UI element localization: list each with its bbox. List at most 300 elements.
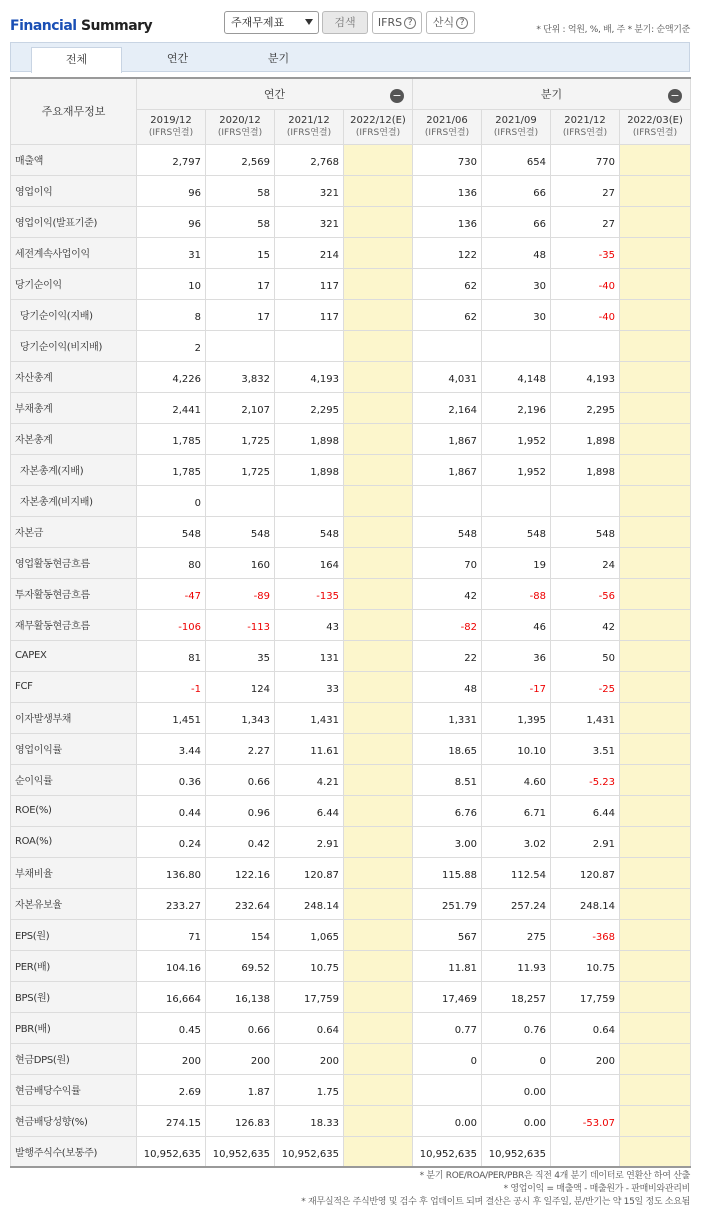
table-cell	[344, 1105, 413, 1136]
period-header	[413, 109, 482, 144]
table-cell: 112.54	[482, 857, 551, 888]
table-cell: 18.33	[275, 1105, 344, 1136]
table-cell: -1	[137, 671, 206, 702]
table-cell: 58	[206, 175, 275, 206]
row-label: 부채총계	[11, 392, 137, 423]
unit-note: * 단위 : 억원, %, 배, 주 * 분기: 순액기준	[536, 25, 690, 35]
table-cell: 770	[551, 144, 620, 175]
table-cell: -40	[551, 268, 620, 299]
table-row	[11, 578, 691, 609]
table-cell: 654	[482, 144, 551, 175]
table-cell: 2,441	[137, 392, 206, 423]
table-cell: 232.64	[206, 888, 275, 919]
table-cell: 3,832	[206, 361, 275, 392]
table-cell: 24	[551, 547, 620, 578]
table-cell: 1,725	[206, 423, 275, 454]
period-label: 2022/12(E)	[350, 114, 406, 126]
period-header	[551, 109, 620, 144]
table-cell: 126.83	[206, 1105, 275, 1136]
table-cell: 248.14	[551, 888, 620, 919]
table-cell: 27	[551, 206, 620, 237]
table-cell	[620, 237, 691, 268]
table-cell: 321	[275, 206, 344, 237]
table-cell: 10,952,635	[482, 1136, 551, 1167]
table-cell: 2,295	[275, 392, 344, 423]
table-cell: 1,898	[275, 423, 344, 454]
table-cell: 548	[206, 516, 275, 547]
title-part2: Summary	[80, 18, 153, 34]
minus-circle-icon[interactable]: −	[668, 89, 682, 103]
row-label: 부채비율	[11, 857, 137, 888]
table-cell: 1,065	[275, 919, 344, 950]
table-cell: 66	[482, 206, 551, 237]
footnote: * 분기 ROE/ROA/PER/PBR은 직전 4개 분기 데이터로 연환산 하여 산출	[419, 1171, 690, 1181]
table-cell	[344, 237, 413, 268]
table-cell: 6.44	[275, 795, 344, 826]
table-cell: 18.65	[413, 733, 482, 764]
table-cell: 275	[482, 919, 551, 950]
table-row	[11, 330, 691, 361]
table-cell	[344, 795, 413, 826]
table-cell: 124	[206, 671, 275, 702]
table-row	[11, 950, 691, 981]
period-basis: (IFRS연결)	[355, 127, 401, 138]
footnote: * 영업이익 = 매출액 - 매출원가 - 판매비와관리비	[503, 1184, 690, 1194]
table-cell	[620, 795, 691, 826]
table-cell: 10.10	[482, 733, 551, 764]
table-cell	[620, 268, 691, 299]
table-cell: 2.69	[137, 1074, 206, 1105]
table-row	[11, 361, 691, 392]
table-cell: 4.21	[275, 764, 344, 795]
table-cell: 548	[551, 516, 620, 547]
table-cell: 1,331	[413, 702, 482, 733]
table-cell: 1,451	[137, 702, 206, 733]
table-cell	[482, 485, 551, 516]
table-row	[11, 423, 691, 454]
row-label: 현금배당수익률	[11, 1074, 137, 1105]
page-title	[10, 18, 152, 34]
table-cell: 11.61	[275, 733, 344, 764]
table-cell: 58	[206, 206, 275, 237]
table-cell: 4,193	[275, 361, 344, 392]
table-cell	[620, 857, 691, 888]
table-cell	[620, 919, 691, 950]
table-cell	[344, 485, 413, 516]
table-cell: 548	[413, 516, 482, 547]
table-cell: 1,785	[137, 423, 206, 454]
table-row	[11, 671, 691, 702]
table-cell: 6.76	[413, 795, 482, 826]
table-cell: 200	[275, 1043, 344, 1074]
table-cell: 122	[413, 237, 482, 268]
table-cell: 117	[275, 268, 344, 299]
table-cell: 730	[413, 144, 482, 175]
table-row	[11, 702, 691, 733]
period-header	[482, 109, 551, 144]
table-cell: 136	[413, 206, 482, 237]
table-cell	[344, 857, 413, 888]
table-cell	[344, 764, 413, 795]
table-cell: 104.16	[137, 950, 206, 981]
period-tabs	[10, 42, 690, 72]
row-label: 자본총계(지배)	[11, 454, 137, 485]
table-cell: -35	[551, 237, 620, 268]
table-cell: 200	[206, 1043, 275, 1074]
table-cell: 69.52	[206, 950, 275, 981]
period-basis: (IFRS연결)	[148, 127, 194, 138]
table-cell	[620, 981, 691, 1012]
table-cell: 30	[482, 299, 551, 330]
table-cell: 10.75	[275, 950, 344, 981]
table-cell: 96	[137, 175, 206, 206]
row-label: 자본총계	[11, 423, 137, 454]
table-cell: 1,898	[275, 454, 344, 485]
table-cell: -53.07	[551, 1105, 620, 1136]
table-cell: 3.00	[413, 826, 482, 857]
table-cell	[344, 144, 413, 175]
table-cell	[344, 268, 413, 299]
table-cell: 0	[137, 485, 206, 516]
row-label: ROE(%)	[11, 795, 137, 826]
table-cell: 0.00	[413, 1105, 482, 1136]
table-cell: 0.44	[137, 795, 206, 826]
table-cell: 2,569	[206, 144, 275, 175]
period-header	[620, 109, 691, 144]
table-cell: -113	[206, 609, 275, 640]
table-cell: 0.66	[206, 764, 275, 795]
table-row	[11, 1043, 691, 1074]
period-label: 2021/06	[426, 114, 468, 126]
table-cell: 120.87	[551, 857, 620, 888]
chevron-down-icon	[305, 19, 313, 25]
table-cell	[620, 454, 691, 485]
table-cell: -82	[413, 609, 482, 640]
table-cell	[620, 206, 691, 237]
table-cell	[620, 485, 691, 516]
table-cell	[275, 485, 344, 516]
table-cell: 10.75	[551, 950, 620, 981]
table-row	[11, 1074, 691, 1105]
table-cell	[620, 764, 691, 795]
row-label: 순이익률	[11, 764, 137, 795]
table-cell	[620, 423, 691, 454]
table-cell: 548	[275, 516, 344, 547]
table-cell: 0.42	[206, 826, 275, 857]
table-cell: 1,952	[482, 454, 551, 485]
quarterly-group-label: 분기	[540, 87, 563, 101]
table-cell: 11.93	[482, 950, 551, 981]
table-cell: 0.36	[137, 764, 206, 795]
table-row	[11, 733, 691, 764]
table-cell: -135	[275, 578, 344, 609]
table-cell: 1,725	[206, 454, 275, 485]
row-label: PER(배)	[11, 950, 137, 981]
table-cell	[344, 1074, 413, 1105]
row-label: 이자발생부채	[11, 702, 137, 733]
table-cell: 1,867	[413, 454, 482, 485]
table-cell: 257.24	[482, 888, 551, 919]
table-cell: 70	[413, 547, 482, 578]
table-cell: -40	[551, 299, 620, 330]
table-cell: 17,759	[551, 981, 620, 1012]
table-cell: 8.51	[413, 764, 482, 795]
period-basis: (IFRS연결)	[632, 127, 678, 138]
table-cell: 1,952	[482, 423, 551, 454]
table-row	[11, 206, 691, 237]
table-cell	[620, 702, 691, 733]
table-cell: 2,768	[275, 144, 344, 175]
period-basis: (IFRS연결)	[562, 127, 608, 138]
table-cell: 8	[137, 299, 206, 330]
table-cell	[344, 516, 413, 547]
table-cell	[206, 485, 275, 516]
period-header	[344, 109, 413, 144]
table-cell: 3.51	[551, 733, 620, 764]
period-header	[137, 109, 206, 144]
table-cell: 0.96	[206, 795, 275, 826]
table-cell: 17	[206, 268, 275, 299]
table-cell: 46	[482, 609, 551, 640]
table-cell	[344, 206, 413, 237]
table-cell: 136.80	[137, 857, 206, 888]
table-cell	[620, 361, 691, 392]
table-cell: 0.64	[275, 1012, 344, 1043]
table-row	[11, 392, 691, 423]
table-cell: 0.45	[137, 1012, 206, 1043]
table-cell: 31	[137, 237, 206, 268]
row-label: 재무활동현금흐름	[11, 609, 137, 640]
table-cell	[620, 516, 691, 547]
table-cell: 66	[482, 175, 551, 206]
table-cell	[620, 609, 691, 640]
row-label: 현금배당성향(%)	[11, 1105, 137, 1136]
table-cell: 1,431	[551, 702, 620, 733]
financial-summary-table	[10, 77, 691, 1168]
table-cell: 1,431	[275, 702, 344, 733]
table-row	[11, 1136, 691, 1167]
table-cell: 233.27	[137, 888, 206, 919]
table-cell: 200	[551, 1043, 620, 1074]
table-row	[11, 268, 691, 299]
table-cell: 3.02	[482, 826, 551, 857]
table-cell: 1.75	[275, 1074, 344, 1105]
table-cell	[551, 1074, 620, 1105]
row-label: 당기순이익(비지배)	[11, 330, 137, 361]
table-cell: 2.91	[551, 826, 620, 857]
table-cell: 16,664	[137, 981, 206, 1012]
table-cell: 10,952,635	[137, 1136, 206, 1167]
statement-type-value: 주재무제표	[231, 16, 285, 29]
table-cell: -47	[137, 578, 206, 609]
table-cell: 35	[206, 640, 275, 671]
table-cell: -88	[482, 578, 551, 609]
table-cell: 0.00	[482, 1074, 551, 1105]
table-cell: 4,031	[413, 361, 482, 392]
table-cell	[344, 330, 413, 361]
table-cell: 0.77	[413, 1012, 482, 1043]
tab-annual[interactable]: 연간	[166, 52, 189, 65]
row-label: 자본유보율	[11, 888, 137, 919]
table-cell: 2,107	[206, 392, 275, 423]
row-label: EPS(원)	[11, 919, 137, 950]
table-row	[11, 795, 691, 826]
table-cell: 1,867	[413, 423, 482, 454]
table-cell	[620, 1043, 691, 1074]
table-cell: 22	[413, 640, 482, 671]
row-label: BPS(원)	[11, 981, 137, 1012]
table-cell	[344, 547, 413, 578]
table-cell: 1,898	[551, 454, 620, 485]
table-cell: 48	[413, 671, 482, 702]
table-cell	[620, 144, 691, 175]
table-cell	[344, 361, 413, 392]
table-row	[11, 175, 691, 206]
table-row	[11, 981, 691, 1012]
table-cell: 33	[275, 671, 344, 702]
table-row	[11, 1105, 691, 1136]
table-cell	[413, 330, 482, 361]
row-label: 매출액	[11, 144, 137, 175]
table-cell	[620, 175, 691, 206]
statement-type-select[interactable]	[224, 11, 319, 34]
row-label: 투자활동현금흐름	[11, 578, 137, 609]
row-label: 당기순이익(지배)	[11, 299, 137, 330]
table-row	[11, 826, 691, 857]
table-cell: 6.44	[551, 795, 620, 826]
table-cell: 18,257	[482, 981, 551, 1012]
table-cell: 154	[206, 919, 275, 950]
table-cell: 27	[551, 175, 620, 206]
table-cell: 548	[137, 516, 206, 547]
table-cell: 10	[137, 268, 206, 299]
table-cell: 17	[206, 299, 275, 330]
table-cell	[620, 640, 691, 671]
title-part1: Financial	[10, 18, 77, 34]
table-cell	[344, 733, 413, 764]
table-cell	[620, 1105, 691, 1136]
table-cell: 4,193	[551, 361, 620, 392]
row-label: FCF	[11, 671, 137, 702]
table-cell	[344, 950, 413, 981]
table-cell: 17,759	[275, 981, 344, 1012]
table-cell: -106	[137, 609, 206, 640]
formula-label: 산식	[432, 16, 455, 29]
table-cell: 96	[137, 206, 206, 237]
table-cell	[344, 671, 413, 702]
table-row	[11, 888, 691, 919]
table-cell	[344, 392, 413, 423]
table-row	[11, 516, 691, 547]
row-label: 당기순이익	[11, 268, 137, 299]
table-row	[11, 237, 691, 268]
table-cell: 1,343	[206, 702, 275, 733]
row-label: 자산총계	[11, 361, 137, 392]
table-cell: 16,138	[206, 981, 275, 1012]
corner-header: 주요재무정보	[11, 78, 137, 144]
formula-help-button[interactable]	[426, 11, 475, 34]
table-cell	[620, 547, 691, 578]
period-label: 2019/12	[150, 114, 192, 126]
table-cell	[344, 1043, 413, 1074]
period-header	[206, 109, 275, 144]
table-cell: 2.27	[206, 733, 275, 764]
table-cell: 42	[413, 578, 482, 609]
row-label: 영업이익률	[11, 733, 137, 764]
table-cell	[344, 981, 413, 1012]
period-basis: (IFRS연결)	[217, 127, 263, 138]
table-cell	[620, 330, 691, 361]
search-button[interactable]: 검색	[322, 11, 368, 34]
period-label: 2021/09	[495, 114, 537, 126]
table-cell	[344, 1012, 413, 1043]
period-label: 2021/12	[288, 114, 330, 126]
table-cell: 48	[482, 237, 551, 268]
table-cell	[344, 702, 413, 733]
table-cell: 115.88	[413, 857, 482, 888]
period-basis: (IFRS연결)	[493, 127, 539, 138]
table-cell: 1,395	[482, 702, 551, 733]
table-cell	[551, 485, 620, 516]
row-label: 자본금	[11, 516, 137, 547]
quarterly-group-header	[413, 78, 691, 109]
annual-group-label: 연간	[263, 87, 286, 101]
table-row	[11, 485, 691, 516]
table-cell	[344, 826, 413, 857]
table-cell	[344, 454, 413, 485]
period-label: 2022/03(E)	[627, 114, 683, 126]
table-cell: 274.15	[137, 1105, 206, 1136]
table-cell	[620, 671, 691, 702]
table-cell: -56	[551, 578, 620, 609]
minus-circle-icon[interactable]: −	[390, 89, 404, 103]
row-label: 발행주식수(보통주)	[11, 1136, 137, 1167]
table-cell: 136	[413, 175, 482, 206]
table-cell: -89	[206, 578, 275, 609]
ifrs-help-button[interactable]	[372, 11, 422, 34]
table-row	[11, 640, 691, 671]
table-cell: 43	[275, 609, 344, 640]
header-bar	[0, 0, 710, 42]
table-cell: 0.24	[137, 826, 206, 857]
table-cell	[344, 578, 413, 609]
table-cell	[206, 330, 275, 361]
row-label: 자본총계(비지배)	[11, 485, 137, 516]
table-cell: 30	[482, 268, 551, 299]
period-basis: (IFRS연결)	[286, 127, 332, 138]
table-cell: 248.14	[275, 888, 344, 919]
row-label: 영업이익(발표기준)	[11, 206, 137, 237]
table-cell: 2,295	[551, 392, 620, 423]
ifrs-label: IFRS	[377, 16, 403, 29]
table-cell: 17,469	[413, 981, 482, 1012]
tab-quarterly[interactable]: 분기	[267, 52, 290, 65]
table-cell	[344, 919, 413, 950]
table-cell	[413, 485, 482, 516]
table-cell: 11.81	[413, 950, 482, 981]
table-cell	[344, 888, 413, 919]
table-cell	[620, 888, 691, 919]
table-row	[11, 299, 691, 330]
tab-all[interactable]: 전체	[31, 47, 122, 73]
table-cell: 120.87	[275, 857, 344, 888]
table-cell: -25	[551, 671, 620, 702]
question-icon: ?	[404, 17, 416, 29]
row-label: CAPEX	[11, 640, 137, 671]
table-cell: 567	[413, 919, 482, 950]
table-cell	[620, 578, 691, 609]
table-row	[11, 454, 691, 485]
